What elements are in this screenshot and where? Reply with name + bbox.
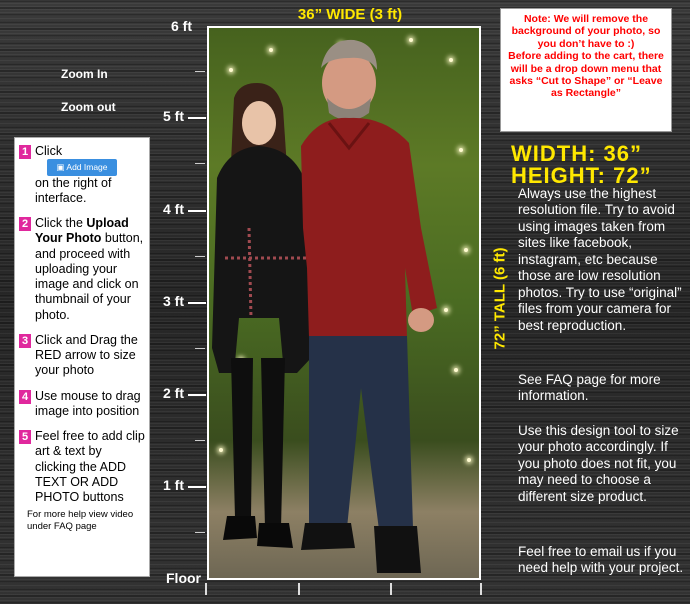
step-1 <box>19 144 145 206</box>
step-4-text: Use mouse to drag image into position <box>35 388 141 418</box>
step-5 <box>19 429 145 505</box>
ruler-minor-tick <box>195 440 205 441</box>
step-3-text: Click and Drag the RED arrow to size your photo <box>35 332 138 378</box>
sizing-tip: Use this design tool to size your photo accordingly. If you photo does not fit, you may need to choose a different size product. <box>518 423 679 504</box>
background-removal-note <box>500 8 672 132</box>
add-image-button[interactable] <box>47 159 117 175</box>
resolution-tip: Always use the highest resolution file. Try to avoid using images taken from sites like facebook, instagram, etc because those are low resolution photos. Try to use “original” files from your camera for best reproduction. <box>518 186 682 333</box>
add-image-label: Add Image <box>66 162 108 173</box>
step-number: 5 <box>19 430 31 444</box>
ruler-label-5ft: 5 ft <box>163 108 184 124</box>
ruler-minor-tick <box>195 532 205 533</box>
step-1-text-a: Click <box>35 144 63 158</box>
ruler-tick <box>188 486 206 488</box>
image-icon: ▣ <box>56 162 67 173</box>
step-4 <box>19 389 145 420</box>
bottom-tick <box>390 583 392 595</box>
floor-label: Floor <box>166 570 201 586</box>
step-1-text-b: on the right of interface. <box>35 175 112 205</box>
email-tip: Feel free to email us if you need help with your project. <box>518 544 684 576</box>
faq-help-text: For more help view video under FAQ page <box>27 509 134 532</box>
bottom-tick <box>298 583 300 595</box>
photo-people <box>209 28 479 578</box>
height-value: HEIGHT: 72” <box>511 163 652 188</box>
step-number: 4 <box>19 390 31 404</box>
step-number: 3 <box>19 334 31 348</box>
zoom-out-button[interactable]: Zoom out <box>61 100 116 114</box>
ruler-tick <box>188 394 206 396</box>
upload-photo-text: Upload Your Photo <box>35 216 129 246</box>
step-number: 2 <box>19 217 31 231</box>
step-2 <box>19 216 145 323</box>
ruler-label-6ft: 6 ft <box>171 18 192 34</box>
width-value: WIDTH: 36” <box>511 141 642 166</box>
ruler-minor-tick <box>195 71 205 72</box>
note-text-a: Note: We will remove the background of your photo, so you don’t have to :) <box>511 13 661 50</box>
photo-canvas[interactable] <box>207 26 481 580</box>
faq-tip: See FAQ page for more information. <box>518 372 661 404</box>
height-label-vertical: 72” TALL (6 ft) <box>491 247 509 350</box>
ruler-tick <box>188 210 206 212</box>
ruler-minor-tick <box>195 348 205 349</box>
step-2-text-a: Click the <box>35 216 87 231</box>
note-text-b: Before adding to the cart, there will be a drop down menu that asks “Cut to Shape” or “Leave as Rectangle” <box>508 50 664 100</box>
step-3 <box>19 333 145 379</box>
ruler-minor-tick <box>195 256 205 257</box>
zoom-in-button[interactable]: Zoom In <box>61 67 108 81</box>
ruler-tick <box>188 117 206 119</box>
width-title: 36” WIDE (3 ft) <box>297 6 403 23</box>
bottom-tick <box>480 583 482 595</box>
step-2-text-b: button, and proceed with uploading your image and click on thumbnail of your photo. <box>35 231 144 322</box>
ruler-label-1ft: 1 ft <box>163 477 184 493</box>
step-number: 1 <box>19 145 31 159</box>
instructions-panel <box>14 137 150 577</box>
bottom-tick <box>205 583 207 595</box>
ruler-tick <box>188 302 206 304</box>
ruler-label-3ft: 3 ft <box>163 293 184 309</box>
step-5-text: Feel free to add clip art & text by clicking the ADD TEXT OR ADD PHOTO buttons <box>35 429 145 505</box>
ruler-minor-tick <box>195 163 205 164</box>
ruler-label-2ft: 2 ft <box>163 385 184 401</box>
ruler-label-4ft: 4 ft <box>163 201 184 217</box>
